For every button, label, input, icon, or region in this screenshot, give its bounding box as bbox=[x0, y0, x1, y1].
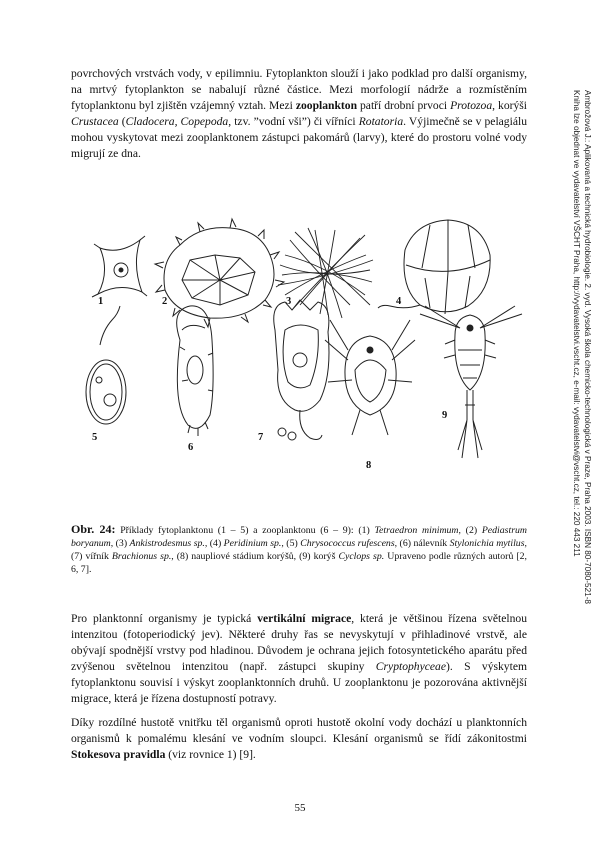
figure-number-6: 6 bbox=[188, 442, 194, 453]
plankton-figure bbox=[70, 210, 528, 500]
chrysococcus-drawing bbox=[86, 306, 126, 424]
cyclops-drawing bbox=[420, 306, 522, 458]
figure-caption: Obr. 24: Příklady fytoplanktonu (1 – 5) a zooplanktonu (6 – 9): (1) Tetraedron minimum, (2) Pediastrum boryanum, (3) Ankistrodesmus sp., (4) Peridinium sp., (5) Chrysococcus rufescens, (6) nálevník Stylonichia mytilus, (7) vířník Brachionus sp., (8) naupliové stádium korýšů, (9) korýš Cyclops sp. Upraveno podle různých autorů [2, 6, 7]. bbox=[71, 522, 527, 575]
figure-number-4: 4 bbox=[396, 296, 402, 307]
citation-line: Ambrožová J.: Aplikovaná a technická hydrobiologie. 2. vyd. Vysoká škola chemicko-technologická v Praze, Praha 2003. ISBN 80-7080-521-8 bbox=[583, 90, 592, 604]
figure-number-7: 7 bbox=[258, 432, 264, 443]
figure-number-9: 9 bbox=[442, 410, 448, 421]
figure-number-8: 8 bbox=[366, 460, 372, 471]
brachionus-drawing bbox=[274, 300, 329, 440]
order-info-line: Kniha lze objednat ve vydavatelství VŠCHT Praha, http://vydavatelstvi.vscht.cz, e-mail: vydavatelstvi@vscht.cz, tel.: 220 443 211 bbox=[572, 90, 581, 557]
ankistrodesmus-drawing bbox=[278, 228, 373, 318]
paragraph-vertical-migration: Pro planktonní organismy je typická vertikální migrace, která je většinou řízena světelnou intenzitou (fotoperiodický jev). Některé druhy řas se nevyskytují v přihladinové vrstvě, ale obývají spodnější vrstvy pod hladinou. Důvodem je ochrana jejich fotosyntetického aparátu před zvýšenou světelnou intenzitou (např. zástupci skupiny Cryptophyceae). S výskytem fytoplanktonu souvisí i výskyt zooplanktonních druhů. U zooplanktonu je pozorována aktivnější migrace, která je řízena dostupností potravy. bbox=[71, 612, 527, 705]
figure-number-2: 2 bbox=[162, 296, 168, 307]
plankton-illustration bbox=[70, 210, 528, 500]
figure-number-3: 3 bbox=[286, 296, 292, 307]
nauplius-drawing bbox=[325, 320, 415, 435]
figure-number-5: 5 bbox=[92, 432, 98, 443]
paragraph-epilimnion: povrchových vrstvách vody, v epilimniu. Fytoplankton slouží i jako podklad pro další organismy, na mrtvý fytoplankton se nabalují různé částice. Mezi morfologií nádrže a rozmístěním fytoplanktonu byl zjištěn vzájemný vztah. Mezi zooplankton patří drobní prvoci Protozoa, korýši Crustacea (Cladocera, Copepoda, tzv. ”vodní vši”) či vířníci Rotatoria. Výjimečně se v pelagiálu mohou vyskytovat mezi zooplanktonem zástupci pakomárů (larvy), které do prostoru volné vody migrují ze dna. bbox=[71, 67, 528, 160]
tetraedron-drawing bbox=[92, 236, 147, 297]
figure-number-1: 1 bbox=[98, 296, 104, 307]
peridinium-drawing bbox=[378, 220, 490, 314]
pediastrum-drawing bbox=[155, 219, 284, 327]
page-number: 55 bbox=[294, 802, 306, 814]
publication-sidebar bbox=[553, 90, 593, 630]
paragraph-sinking: Díky rozdílné hustotě vnitřku těl organismů oproti hustotě okolní vody dochází u planktonních organismů k pomalému klesání ve vodním sloupci. Klesání organismů se řídí zákonitostmi Stokesova pravidla (viz rovnice 1) [9]. bbox=[71, 716, 527, 761]
